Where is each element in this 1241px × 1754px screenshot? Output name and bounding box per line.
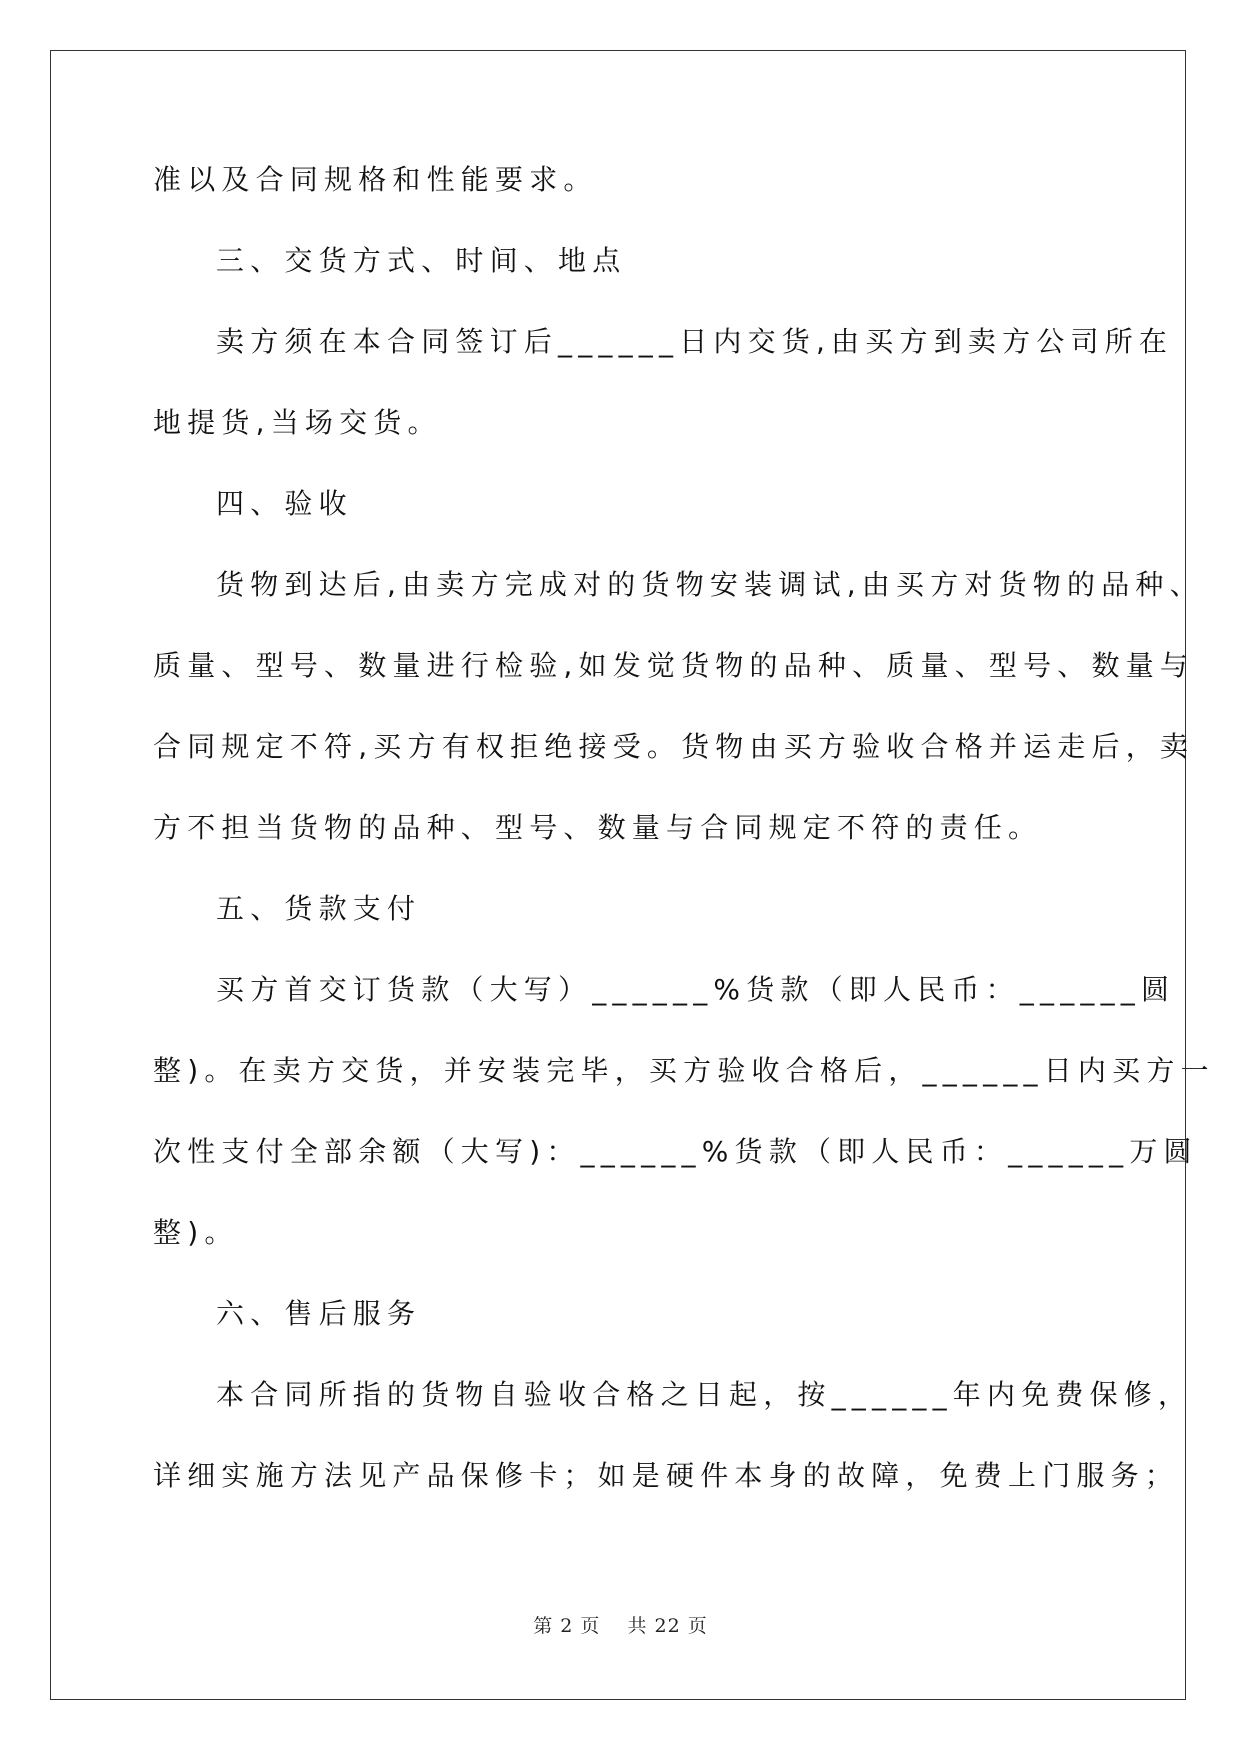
text-line: 方不担当货物的品种、型号、数量与合同规定不符的责任。 bbox=[153, 811, 1043, 844]
text-line: 货物到达后,由卖方完成对的货物安装调试,由买方对货物的品种、 bbox=[216, 568, 1204, 601]
text-line: 整)。 bbox=[153, 1216, 239, 1249]
section-heading-payment: 五、货款支付 bbox=[216, 892, 422, 925]
page-number-footer: 第 2 页 共 22 页 bbox=[533, 1615, 708, 1637]
document-body bbox=[153, 160, 1215, 1537]
text-line: 本合同所指的货物自验收合格之日起，按______年内免费保修， bbox=[216, 1378, 1193, 1411]
text-line: 买方首交订货款（大写）______%货款（即人民币：______圆 bbox=[216, 973, 1176, 1006]
section-heading-delivery: 三、交货方式、时间、地点 bbox=[216, 244, 627, 277]
text-line: 详细实施方法见产品保修卡；如是硬件本身的故障，免费上门服务； bbox=[153, 1459, 1180, 1492]
text-line: 卖方须在本合同签订后______日内交货,由买方到卖方公司所在 bbox=[216, 325, 1174, 358]
text-line: 次性支付全部余额（大写)：______%货款（即人民币：______万圆 bbox=[153, 1135, 1198, 1168]
text-line: 地提货,当场交货。 bbox=[153, 406, 442, 439]
text-line: 合同规定不符,买方有权拒绝接受。货物由买方验收合格并运走后，卖 bbox=[153, 730, 1195, 763]
text-line: 质量、型号、数量进行检验,如发觉货物的品种、质量、型号、数量与 bbox=[153, 649, 1195, 682]
section-heading-acceptance: 四、验收 bbox=[216, 487, 353, 520]
section-heading-after-sales: 六、售后服务 bbox=[216, 1297, 422, 1330]
text-line: 准以及合同规格和性能要求。 bbox=[153, 163, 598, 196]
text-line: 整)。在卖方交货，并安装完毕，买方验收合格后，______日内买方一 bbox=[153, 1054, 1215, 1087]
